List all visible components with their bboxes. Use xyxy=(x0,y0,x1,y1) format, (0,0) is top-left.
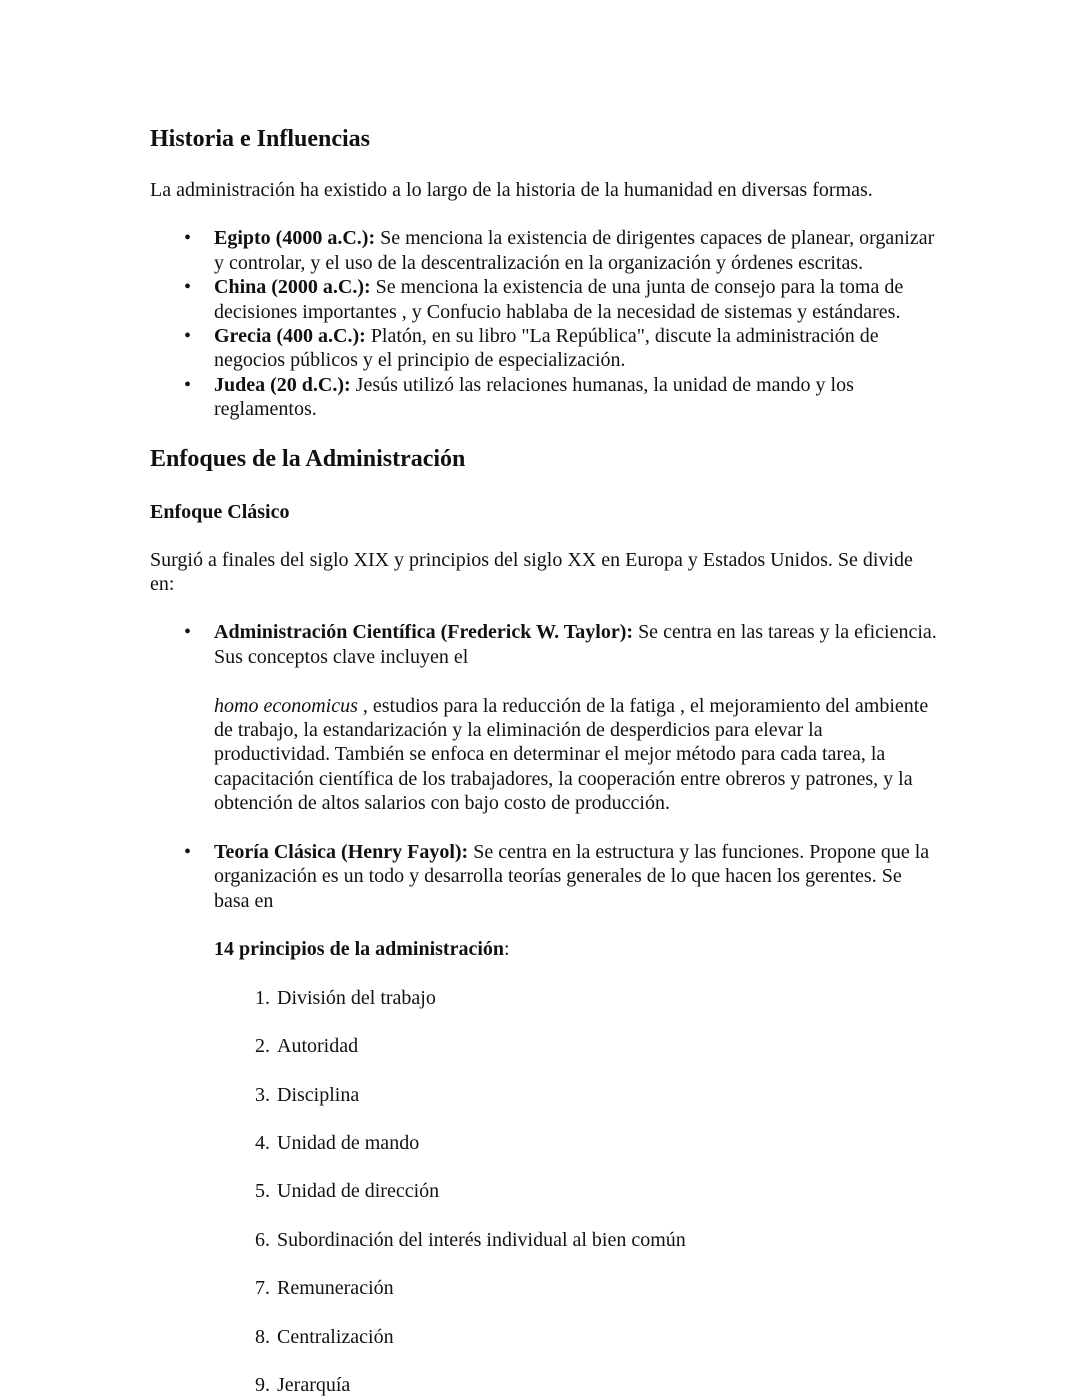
principle-number: 8. xyxy=(255,1325,270,1348)
item-text: Se menciona la existencia de una junta de consejo para la toma de decisiones importantes , y Confucio hablaba de la necesidad de sistemas y estándares. xyxy=(214,276,904,323)
principle-number: 6. xyxy=(255,1228,270,1251)
principle-text: Remuneración xyxy=(277,1277,394,1300)
item-text: Se centra en las tareas y la eficiencia. Sus conceptos clave incluyen el xyxy=(214,621,937,668)
principle-text: Subordinación del interés individual al bien común xyxy=(277,1228,686,1251)
principle-text: Centralización xyxy=(277,1325,394,1348)
bullet-icon: • xyxy=(184,621,192,644)
principle-text: Jerarquía xyxy=(277,1373,351,1396)
principle-number: 7. xyxy=(255,1277,270,1300)
principle-number: 5. xyxy=(255,1180,270,1203)
historia-item-judea xyxy=(184,373,940,422)
principle-number: 2. xyxy=(255,1035,270,1058)
principle-text: Unidad de dirección xyxy=(277,1180,440,1203)
item-label: China (2000 a.C.): xyxy=(214,276,371,299)
cientifica-detail xyxy=(214,694,940,816)
clasico-intro: Surgió a finales del siglo XIX y principios del siglo XX en Europa y Estados Unidos. Se divide en: xyxy=(150,548,913,596)
item-label: Grecia (400 a.C.): xyxy=(214,325,366,348)
principle-item xyxy=(255,1373,940,1397)
principle-number: 4. xyxy=(255,1131,270,1154)
principle-item xyxy=(255,1083,940,1107)
bullet-icon: • xyxy=(184,325,192,348)
item-label: Judea (20 d.C.): xyxy=(214,373,351,396)
principle-item xyxy=(255,1276,940,1300)
item-text: Jesús utilizó las relaciones humanas, la unidad de mando y los reglamentos. xyxy=(214,373,854,421)
italic-term: homo economicus xyxy=(214,694,358,717)
item-text: Se centra en la estructura y las funciones. Propone que la organización es un todo y desarrolla teorías generales de lo que hacen los gerentes. Se basa en xyxy=(214,840,930,912)
item-label: Teoría Clásica (Henry Fayol): xyxy=(214,840,469,863)
principle-item xyxy=(255,1131,940,1155)
subsection-title-clasico: Enfoque Clásico xyxy=(150,500,290,523)
document-page xyxy=(150,124,940,1397)
historia-item-grecia xyxy=(184,324,940,373)
principle-number: 3. xyxy=(255,1083,270,1106)
historia-item-egipto xyxy=(184,226,940,275)
principle-text: Unidad de mando xyxy=(277,1131,420,1154)
historia-item-china xyxy=(184,275,940,324)
enfoque-item-cientifica xyxy=(184,620,940,815)
historia-list xyxy=(150,226,940,421)
bullet-icon: • xyxy=(184,276,192,299)
bullet-icon: • xyxy=(184,840,192,863)
principles-heading-bold: 14 principios de la administración xyxy=(214,938,505,961)
principle-number: 1. xyxy=(255,986,270,1009)
section-title-historia: Historia e Influencias xyxy=(150,126,370,152)
enfoques-list xyxy=(150,620,940,1397)
detail-text: , estudios para la reducción de la fatiga , el mejoramiento del ambiente de trabajo, la estandarización y la eliminación de desperdicios para elevar la productividad. También se enfoca en determinar el mejor método para cada tarea, la capacitación científica de los trabajadores, la cooperación entre obreros y patrones, y la obtención de altos salarios con bajo costo de producción. xyxy=(214,694,929,815)
principles-heading xyxy=(214,937,940,961)
principle-item xyxy=(255,1228,940,1252)
enfoque-item-clasica xyxy=(184,840,940,1397)
principle-text: Disciplina xyxy=(277,1083,360,1106)
bullet-icon: • xyxy=(184,227,192,250)
item-text: Se menciona la existencia de dirigentes capaces de planear, organizar y controlar, y el uso de la descentralización en la organización y órdenes escritas. xyxy=(214,227,935,274)
principle-item xyxy=(255,1179,940,1203)
principles-heading-suffix: : xyxy=(504,938,510,961)
bullet-icon: • xyxy=(184,373,192,396)
principle-number: 9. xyxy=(255,1373,270,1396)
item-label: Administración Científica (Frederick W. Taylor): xyxy=(214,621,634,644)
principle-text: División del trabajo xyxy=(277,986,436,1009)
principle-item xyxy=(255,1034,940,1058)
principles-list xyxy=(214,986,940,1397)
principle-item xyxy=(255,986,940,1010)
item-text: Platón, en su libro "La República", discute la administración de negocios públicos y el principio de especialización. xyxy=(214,325,879,372)
principle-item xyxy=(255,1325,940,1349)
historia-intro: La administración ha existido a lo largo de la historia de la humanidad en diversas formas. xyxy=(150,179,873,201)
principle-text: Autoridad xyxy=(277,1035,359,1058)
section-title-enfoques: Enfoques de la Administración xyxy=(150,445,466,472)
item-label: Egipto (4000 a.C.): xyxy=(214,227,376,250)
